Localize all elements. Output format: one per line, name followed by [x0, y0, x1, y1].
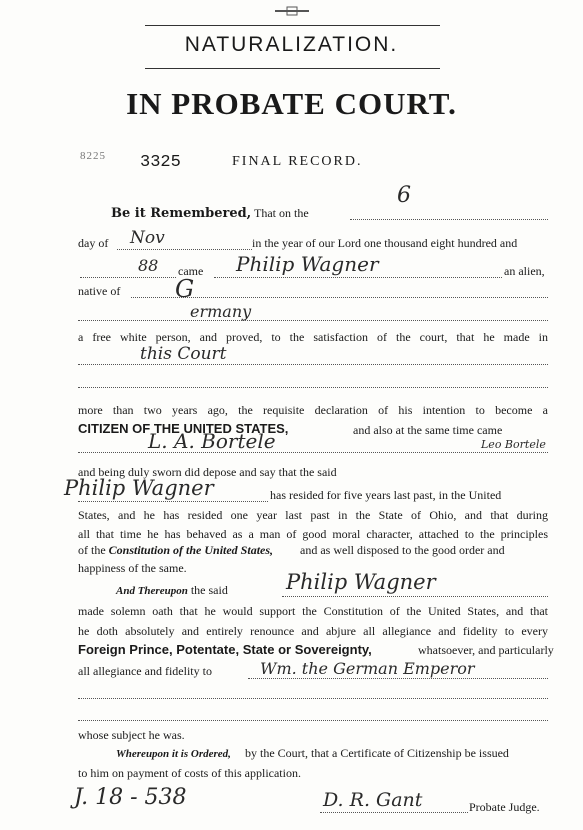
in-the-year-label: in the year of our Lord one thousand eight hundred and	[252, 236, 518, 250]
top-rule	[145, 25, 440, 26]
whose-subject-text: whose subject he was.	[78, 728, 185, 742]
sworn-text: and being duly sworn did depose and say that the said	[78, 465, 337, 479]
day-field-line	[350, 219, 548, 220]
whatsoever-text: whatsoever, and particularly	[418, 643, 554, 657]
whereupon-label: Whereupon it is Ordered,	[116, 748, 231, 760]
witness-note: Leo Bortele	[481, 438, 546, 451]
more-than-text: more than two years ago, the requisite declaration of his intention to become a	[78, 403, 548, 417]
final-record-label: FINAL RECORD.	[232, 154, 363, 169]
solemn-oath-text: made solemn oath that he would support the Constitution of the United States, and that	[78, 604, 548, 618]
judge-signature-line	[320, 812, 468, 813]
record-stamp: 8225	[80, 150, 106, 162]
form-title: NATURALIZATION.	[184, 33, 399, 56]
be-it-remembered-line	[111, 206, 309, 221]
native-value-2: ermany	[190, 302, 252, 321]
free-white-text: a free white person, and proved, to the satisfaction of the court, that he made in	[78, 330, 548, 344]
name-field-line-2	[78, 501, 268, 502]
that-on-the-label: That on the	[254, 206, 309, 220]
constitution-label: Constitution of the United States,	[108, 543, 274, 557]
citizen-heading: CITIZEN OF THE UNITED STATES,	[78, 421, 289, 436]
thereupon-line	[116, 583, 228, 598]
foreign-prince-line	[78, 642, 372, 658]
month-field-line	[117, 249, 252, 250]
court-value: this Court	[140, 344, 227, 364]
of-the-label: of the	[78, 543, 106, 557]
payment-text: to him on payment of costs of this application.	[78, 766, 301, 780]
title-rule	[145, 68, 440, 69]
native-field-line-2	[78, 320, 548, 321]
year-value: 88	[138, 256, 159, 275]
the-said-label: the said	[190, 583, 228, 597]
day-of-label: day of	[78, 236, 109, 250]
judge-signature: D. R. Gant	[323, 789, 423, 811]
allegiance-to-label: all allegiance and fidelity to	[78, 664, 212, 678]
sovereign-value: Wm. the German Emperor	[260, 659, 475, 678]
happiness-text: happiness of the same.	[78, 561, 187, 575]
applicant-name-1: Philip Wagner	[236, 252, 379, 276]
court-field-line	[78, 364, 548, 365]
court-heading: IN PROBATE COURT.	[126, 86, 457, 121]
year-field-line	[80, 277, 176, 278]
be-it-remembered: Be it Remembered,	[111, 206, 252, 221]
applicant-name-2: Philip Wagner	[64, 476, 214, 500]
probate-judge-label: Probate Judge.	[469, 800, 540, 814]
moral-character-text: all that time he has behaved as a man of good moral character, attached to the principles	[78, 527, 548, 541]
well-disposed-text: and as well disposed to the good order and	[300, 543, 505, 557]
name-field-line-1	[214, 277, 502, 278]
day-value: 6	[397, 183, 411, 208]
sovereign-field-line-3	[78, 720, 548, 721]
abjure-text: he doth absolutely and entirely renounce and abjure all allegiance and fidelity to every	[78, 624, 548, 638]
also-same-time-text: and also at the same time came	[353, 423, 503, 437]
journal-reference: J. 18 - 538	[74, 785, 187, 810]
came-label: came	[178, 264, 204, 278]
native-of-label: native of	[78, 284, 121, 298]
foreign-prince-label: Foreign Prince, Potentate, State or Sovereignty,	[78, 642, 372, 657]
constitution-line	[78, 543, 273, 558]
sovereign-field-line	[248, 678, 548, 679]
whereupon-line	[116, 746, 231, 761]
name-field-line-3	[282, 596, 548, 597]
court-field-line-2	[78, 387, 548, 388]
header-ornament	[275, 6, 309, 16]
resided-five-text: has resided for five years last past, in the United	[270, 488, 502, 502]
certificate-text: by the Court, that a Certificate of Citizenship be issued	[245, 746, 509, 760]
and-thereupon-label: And Thereupon	[116, 585, 188, 597]
an-alien-label: an alien,	[504, 264, 545, 278]
month-value: Nov	[130, 228, 165, 248]
native-value-1: G	[175, 275, 195, 303]
sovereign-field-line-2	[78, 698, 548, 699]
record-number: 3325	[140, 153, 181, 172]
witness-value: L. A. Bortele	[148, 429, 276, 453]
applicant-name-3: Philip Wagner	[286, 570, 436, 594]
resided-ohio-text: States, and he has resided one year last past in the State of Ohio, and that during	[78, 508, 548, 522]
